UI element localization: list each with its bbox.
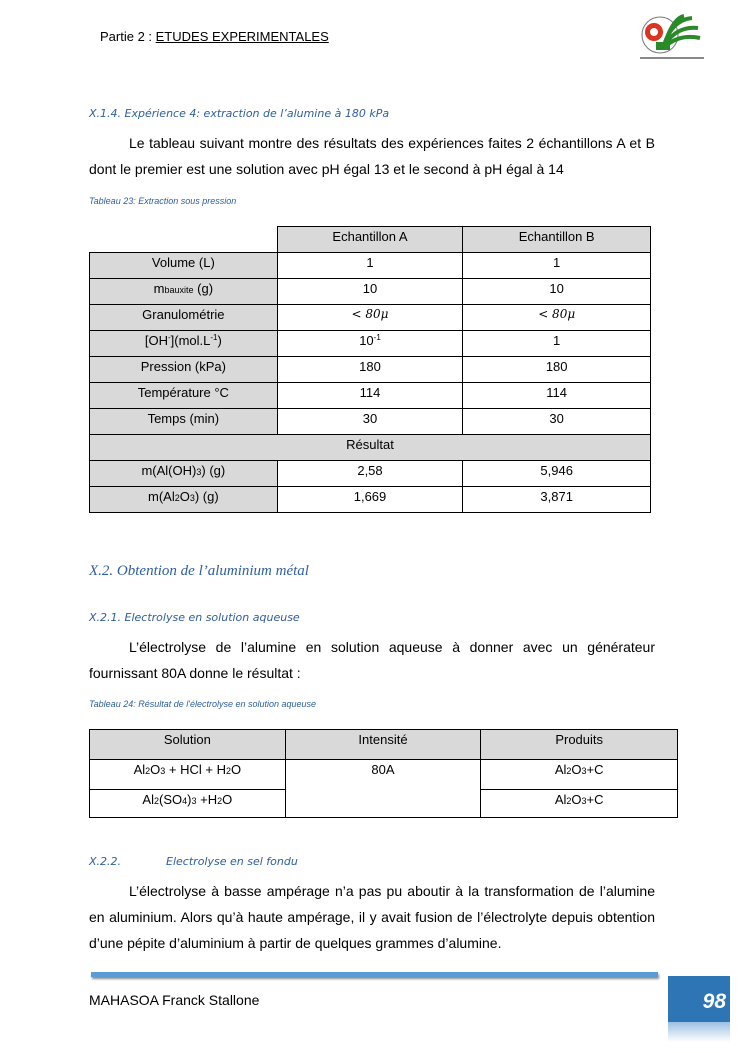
header-prefix: Partie 2 : <box>100 29 156 44</box>
t: Al <box>142 792 154 807</box>
table-row <box>90 383 651 409</box>
t: ) <box>187 792 192 807</box>
row-label <box>90 279 278 305</box>
cell: 1 <box>277 253 463 279</box>
t: +H <box>196 792 218 807</box>
t: 3 <box>581 796 587 806</box>
result-row <box>90 435 651 461</box>
cell: 114 <box>277 383 463 409</box>
table-row <box>90 487 651 513</box>
t: O <box>571 762 582 777</box>
paragraph-x21: L’électrolyse de l’alumine en solution aqueuse à donner avec un générateur fournissant 80A donne le résultat : <box>89 639 655 681</box>
row-label <box>90 331 278 357</box>
t: O <box>150 762 161 777</box>
cell: 180 <box>277 357 463 383</box>
t: -1 <box>210 333 218 342</box>
t: (SO <box>159 792 183 807</box>
t: m(Al <box>147 489 175 504</box>
t: 3 <box>581 766 587 776</box>
t: ) <box>217 333 222 348</box>
table-row <box>90 357 651 383</box>
page-number: 98 <box>702 990 726 1013</box>
t: 2 <box>566 766 572 776</box>
footer-rule <box>91 972 658 977</box>
t: - <box>167 333 171 342</box>
t: O <box>222 792 233 807</box>
cell <box>277 331 463 357</box>
t: [OH <box>144 333 168 348</box>
t: +C <box>586 792 604 807</box>
t: + HCl + H <box>165 762 226 777</box>
cell <box>481 760 678 790</box>
t: 3 <box>191 796 197 806</box>
cell <box>90 760 286 790</box>
t: 2 <box>566 796 572 806</box>
cell: 30 <box>463 409 651 435</box>
table-24-caption: Tableau 24: Résultat de l'électrolyse en solution aqueuse <box>89 699 317 709</box>
t: Al <box>133 762 146 777</box>
result-heading: Résultat <box>90 435 651 461</box>
t: (g) <box>193 281 214 296</box>
t: ) (g) <box>201 463 226 478</box>
cell: 180 <box>463 357 651 383</box>
empty-cell <box>90 227 278 253</box>
t: ](mol.L <box>170 333 211 348</box>
cell <box>481 790 678 818</box>
cell: 10 <box>277 279 463 305</box>
section-title: Electrolyse en sel fondu <box>166 855 298 868</box>
section-number: X.2.2. <box>89 855 122 868</box>
table-row <box>90 461 651 487</box>
t: 3 <box>160 766 166 776</box>
table-row <box>90 305 651 331</box>
row-label: Volume (L) <box>90 253 278 279</box>
cell: < 80μ <box>277 305 463 331</box>
t: 4 <box>182 796 188 806</box>
row-label: Température °C <box>90 383 278 409</box>
header-title: ETUDES EXPERIMENTALES <box>155 29 329 44</box>
table-row <box>90 409 651 435</box>
t: 2 <box>174 493 180 503</box>
cell: 10 <box>463 279 651 305</box>
row-label <box>90 461 278 487</box>
page-header <box>100 29 329 44</box>
t: 2 <box>225 766 231 776</box>
cell: 2,58 <box>277 461 463 487</box>
header-cell: Echantillon B <box>463 227 651 253</box>
t: 2 <box>217 796 223 806</box>
t: O <box>571 792 582 807</box>
header-cell: Intensité <box>285 730 481 760</box>
page-number-box <box>668 976 730 1022</box>
institution-logo <box>632 10 712 65</box>
section-heading-x14: X.1.4. Expérience 4: extraction de l’alumine à 180 kPa <box>89 107 390 120</box>
row-label: Temps (min) <box>90 409 278 435</box>
t: O <box>230 762 242 777</box>
t: Al <box>554 792 567 807</box>
t: ) (g) <box>194 489 219 504</box>
header-cell: Produits <box>481 730 678 760</box>
cell: 114 <box>463 383 651 409</box>
paragraph-x22: L’électrolyse à basse ampérage n’a pas pu aboutir à la transformation de l’alumine en aluminium. Alors qu’à haute ampérage, il y avait fusion de l’électrolyte depuis obtention d’une pépite d’aluminium à partir de quelques grammes d’alumine. <box>89 883 655 951</box>
header-cell: Solution <box>90 730 286 760</box>
t: +C <box>586 762 604 777</box>
table-row <box>90 331 651 357</box>
row-label: Granulométrie <box>90 305 278 331</box>
t: Al <box>554 762 567 777</box>
t: m <box>153 281 165 296</box>
row-label: Pression (kPa) <box>90 357 278 383</box>
t: m(Al(OH) <box>141 463 197 478</box>
cell <box>90 790 286 818</box>
section-heading-x21: X.2.1. Electrolyse en solution aqueuse <box>89 611 300 624</box>
t: 10 <box>359 333 374 348</box>
header-cell: Echantillon A <box>277 227 463 253</box>
table-23 <box>89 226 651 513</box>
row-label <box>90 487 278 513</box>
t: 2 <box>145 766 151 776</box>
table-23-caption: Tableau 23: Extraction sous pression <box>89 196 237 206</box>
page-number-reflection <box>668 1022 730 1042</box>
t: 3 <box>189 493 195 503</box>
table-row <box>90 760 678 790</box>
cell: 5,946 <box>463 461 651 487</box>
section-heading-x22 <box>89 855 298 868</box>
footer-author: MAHASOA Franck Stallone <box>89 992 260 1008</box>
cell: 1 <box>463 253 651 279</box>
t: 3 <box>196 467 202 477</box>
t: O <box>179 489 190 504</box>
cell: 3,871 <box>463 487 651 513</box>
cell: < 80μ <box>463 305 651 331</box>
table-row <box>90 253 651 279</box>
cell: 1 <box>463 331 651 357</box>
cell: 80A <box>285 760 481 818</box>
t: -1 <box>373 333 381 342</box>
t: 2 <box>153 796 159 806</box>
t: bauxite <box>164 285 194 295</box>
table-row <box>90 279 651 305</box>
section-heading-x2: X.2. Obtention de l’aluminium métal <box>89 563 309 579</box>
cell: 30 <box>277 409 463 435</box>
paragraph-x14: Le tableau suivant montre des résultats des expériences faites 2 échantillons A et B dont le premier est une solution avec pH égal 13 et le second à pH égal à 14 <box>89 135 655 177</box>
cell: 1,669 <box>277 487 463 513</box>
table-24 <box>89 729 678 818</box>
